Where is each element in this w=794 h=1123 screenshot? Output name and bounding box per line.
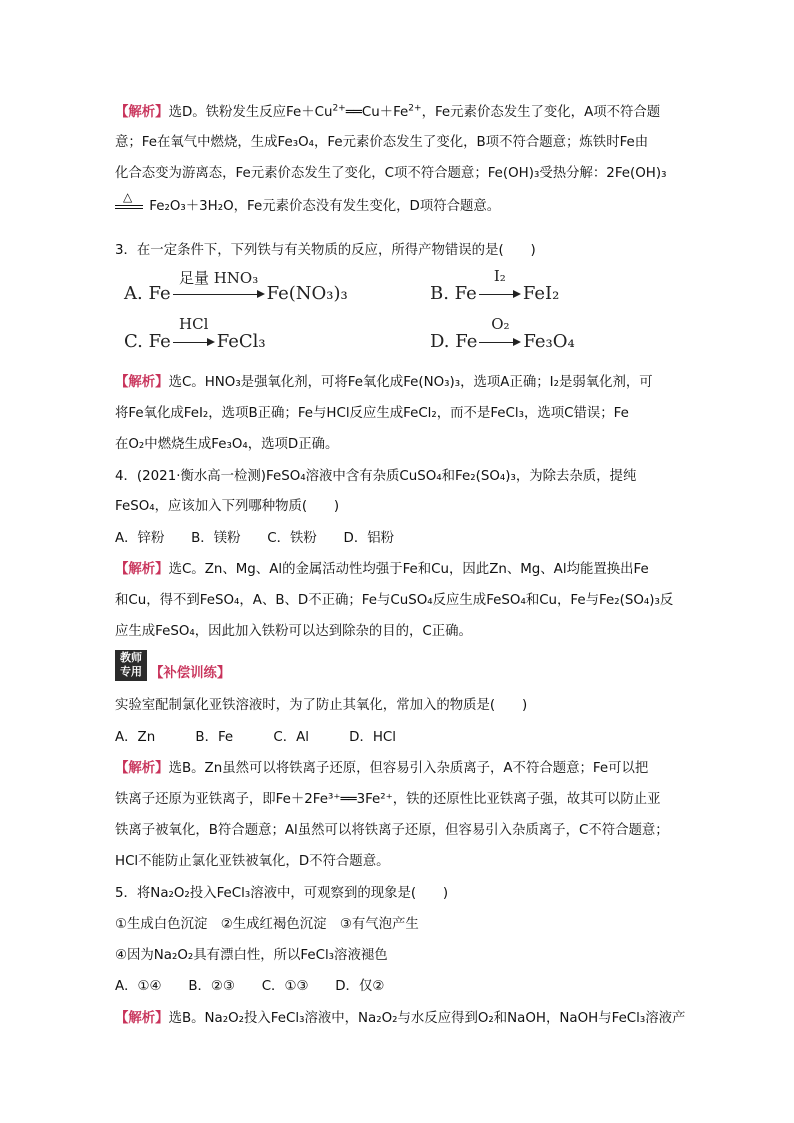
extra-stem: 实验室配制氯化亚铁溶液时，为了防止其氧化，常加入的物质是( )	[115, 698, 528, 713]
reaction-arrow: I₂	[479, 287, 521, 301]
explain-tag: 【解析】	[115, 105, 169, 120]
q4-options: A．锌粉 B．镁粉 C．铁粉 D．铝粉	[115, 531, 395, 546]
extra-explain-line-1: 【解析】选B。Zn虽然可以将铁离子还原，但容易引入杂质离子，A不符合题意；Fe可以把	[115, 761, 649, 776]
q3-explain-line-1: 【解析】选C。HNO₃是强氧化剂，可将Fe氧化成Fe(NO₃)₃，选项A正确；I₂是弱氧化剂，可	[115, 375, 653, 390]
q2-explain-line-1: 【解析】选D。铁粉发生反应$Fe+Cu^{2+}══Cu+Fe^{2+}$，Fe元素价态发生了变化，A项不符合题	[115, 103, 661, 120]
teacher-only-badge: 教师专用	[115, 650, 147, 681]
extra-options: A．Zn B．Fe C．Al D．HCl	[115, 730, 396, 745]
q3-explain-line-3: 在O₂中燃烧生成Fe₃O₄，选项D正确。	[115, 437, 339, 452]
q2-explain-line-2: 意；Fe在氧气中燃烧，生成Fe₃O₄，Fe元素价态发生了变化，B项不符合题意；炼铁时Fe由	[115, 135, 649, 150]
explain-tag: 【解析】	[115, 562, 169, 577]
q4-explain-line-3: 应生成FeSO₄，因此加入铁粉可以达到除杂的目的，C正确。	[115, 624, 472, 639]
explain-tag: 【解析】	[115, 761, 169, 776]
heat-equals-sign: △	[115, 199, 145, 213]
q5-options: A．①④ B．②③ C．①③ D．仅②	[115, 979, 385, 994]
q4-explain-line-2: 和Cu，得不到FeSO₄，A、B、D不正确；Fe与CuSO₄反应生成FeSO₄和Cu，Fe与Fe₂(SO₄)₃反	[115, 593, 674, 608]
explain-tag: 【解析】	[115, 1011, 169, 1026]
q2-explain-line-4: △ Fe₂O₃＋3H₂O，Fe元素价态没有发生变化，D项符合题意。	[115, 197, 500, 217]
q3-explain-line-2: 将Fe氧化成FeI₂，选项B正确；Fe与HCl反应生成FeCl₂，而不是FeCl₃，选项C错误；Fe	[115, 406, 629, 421]
q5-statements-1: ①生成白色沉淀 ②生成红褐色沉淀 ③有气泡产生	[115, 917, 419, 932]
q5-explain-line-1: 【解析】选B。Na₂O₂投入FeCl₃溶液中，Na₂O₂与水反应得到O₂和NaOH，NaOH与FeCl₃溶液产	[115, 1011, 686, 1026]
reaction-arrow: 足量 HNO₃	[173, 287, 265, 301]
q2-explain-line-3: 化合态变为游离态，Fe元素价态发生了变化，C项不符合题意；Fe(OH)₃受热分解：2Fe(OH)₃	[115, 166, 667, 181]
reaction-arrow: O₂	[479, 335, 521, 349]
q4-explain-line-1: 【解析】选C。Zn、Mg、Al的金属活动性均强于Fe和Cu，因此Zn、Mg、Al均能置换出Fe	[115, 562, 649, 577]
extra-explain-line-3: 铁离子被氧化，B符合题意；Al虽然可以将铁离子还原，但容易引入杂质离子，C不符合题意；	[115, 823, 669, 838]
reaction-arrow: HCl	[173, 335, 215, 349]
q3-stem: 3．在一定条件下，下列铁与有关物质的反应，所得产物错误的是( )	[115, 243, 536, 258]
q3-option-b: B. Fe I₂ FeI₂	[430, 267, 560, 304]
q3-option-c: C. Fe HCl FeCl₃	[124, 315, 266, 352]
q3-option-a: A. Fe 足量 HNO₃ Fe(NO₃)₃	[124, 269, 348, 304]
extra-explain-line-4: HCl不能防止氯化亚铁被氧化，D不符合题意。	[115, 854, 390, 869]
q4-stem-line-1: 4．(2021·衡水高一检测)FeSO₄溶液中含有杂质CuSO₄和Fe₂(SO₄)₃，为除去杂质，提纯	[115, 469, 637, 484]
q5-statements-2: ④因为Na₂O₂具有漂白性，所以FeCl₃溶液褪色	[115, 948, 388, 963]
extra-explain-line-2: 铁离子还原为亚铁离子，即Fe＋2Fe³⁺══3Fe²⁺，铁的还原性比亚铁离子强，故其可以防止亚	[115, 792, 661, 807]
compensation-title: 【补偿训练】	[150, 666, 231, 681]
q3-option-d: D. Fe O₂ Fe₃O₄	[430, 315, 575, 352]
explain-tag: 【解析】	[115, 375, 169, 390]
q5-stem: 5．将Na₂O₂投入FeCl₃溶液中，可观察到的现象是( )	[115, 886, 449, 901]
q4-stem-line-2: FeSO₄，应该加入下列哪种物质( )	[115, 499, 340, 514]
